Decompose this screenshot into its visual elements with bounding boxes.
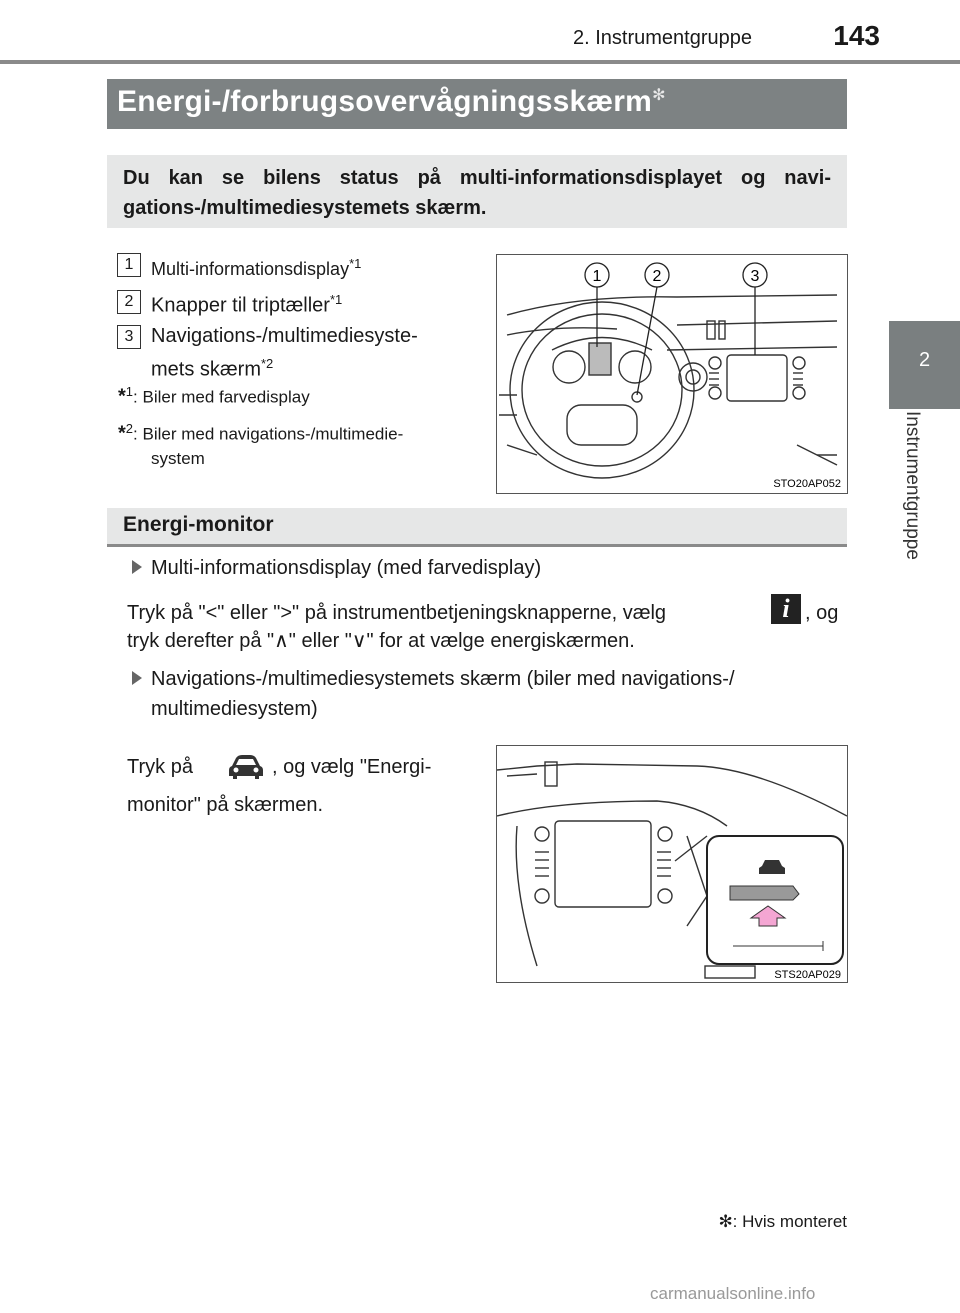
bullet-icon-2 [132,671,142,690]
side-tab-label: Instrumentgruppe [902,411,923,560]
legend-item-1: Multi-informationsdisplay$^{*1}$ [151,256,362,279]
watermark: carmanualsonline.info [650,1284,816,1303]
legend-number-1: 1 [117,253,141,277]
dashboard-drawing [497,255,847,493]
bullet-text-1: Multi-informationsdisplay (med farvedisplay) [151,557,542,579]
bullet-text-2: Navigations-/multimediesystemets skærm (biler med navigations-/ multimediesystem) [151,668,735,720]
footnote-2: *$^2$: Biler med navigations-/multimedie- system [118,421,404,468]
page-title: Energi-/forbrugsovervågningsskærm✻ [117,85,666,118]
optional-equipment-note: ✻: Hvis monteret [718,1212,847,1231]
callout-2: 2 [652,268,662,285]
page-title-band [107,79,847,129]
multimedia-drawing [497,746,847,982]
instruction-line-1c: tryk derefter på "∧" eller "∨" for at vælge energiskærmen. [127,630,635,652]
figure-code-2: STS20AP029 [774,969,841,981]
legend-item-2: Knapper til triptæller$^{*1}$ [151,292,343,317]
car-icon [226,752,266,782]
intro-box [107,155,847,228]
chapter-title: 2. Instrumentgruppe [573,27,752,49]
legend-item-3: Navigations-/multimediesyste- mets skærm$^{*2}$ [151,325,418,381]
callout-1: 1 [592,268,602,285]
info-i-icon: i [771,594,801,624]
section-heading: Energi-monitor [123,513,274,536]
figure-code-1: STO20AP052 [773,478,841,490]
optional-marker: ✻ [652,87,666,104]
chapter-side-tab [889,321,960,1313]
instruction-line-1a: Tryk på "<" eller ">" på instrumentbetjeningsknapperne, vælg [127,602,667,624]
instruction-line-2b: , og vælg "Energi- [272,756,432,778]
legend-number-3: 3 [117,325,141,349]
section-heading-band [107,508,847,547]
instruction-line-2c: monitor" på skærmen. [127,794,324,816]
footnote-1: *$^1$: Biler med farvedisplay [118,384,310,408]
instruction-line-2a: Tryk på [127,756,193,778]
legend-number-2: 2 [117,290,141,314]
dashboard-illustration [496,254,848,494]
header-rule [0,60,960,64]
intro-text: Du kan se bilens status på multi-informationsdisplayet og navi-gations-/multimediesystemets skærm. [123,167,831,219]
instruction-line-1b: , og [805,602,839,624]
callout-3: 3 [750,268,760,285]
page-number: 143 [833,20,880,51]
side-tab-number: 2 [918,349,931,371]
bullet-icon-1 [132,560,142,579]
multimedia-illustration [496,745,848,983]
